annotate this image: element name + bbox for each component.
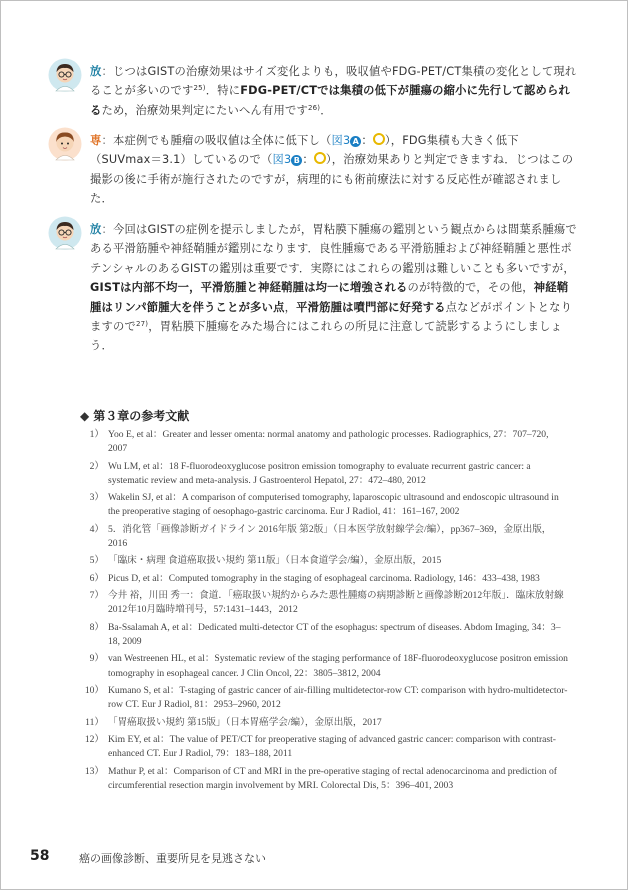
reference-number: 7） [89,590,104,602]
dialog-text: 放：じつはGISTの治療効果はサイズ変化よりも，吸収値やFDG-PET/CT集積の変化として現れることが多いのです$^{25)}$．特にFDG-PET/CTでは集積の低下が腫瘍の縮小に先行して認められるため，治療効果判定にたいへん有用です$^{26)}$． [90,65,577,117]
reference-text: 「胃癌取扱い規約 第15版」（日本胃癌学会/編），金原出版，2017 [108,716,382,728]
citation-superscript: 25) [193,84,206,93]
reference-number: 4） [89,523,104,535]
text-run: のが特徴的で，その他， [407,281,534,295]
reference-item [80,428,570,456]
reference-text: 5．消化管「画像診断ガイドライン 2016年版 第2版」（日本医学放射線学会/編），pp367–369，金原出版，2016 [108,523,552,549]
dialog-block-3 [48,220,578,356]
dialog-text: 放：今回はGISTの症例を提示しましたが，胃粘膜下腫瘍の鑑別という観点からは間葉系腫瘍である平滑筋腫や神経鞘腫が鑑別になります．良性腫瘍である平滑筋腫および神経鞘腫と悪性ポテンシャルのあるGISTの鑑別は重要です．実際にはこれらの鑑別は難しいことも多いですが，GISTは内部不均一，平滑筋腫と神経鞘腫は均一に増強されるのが特徴的で，その他，神経鞘腫はリンパ節腫大を伴うことが多い点，平滑筋腫は噴門部に好発する点などがポイントとなりますので$^{27)}$，胃粘膜下腫瘍をみた場合にはこれらの所見に注意して読影するようにしましょう． [90,223,577,353]
speaker-label: 放 [90,65,102,78]
reference-number: 13） [84,765,104,777]
reference-text: Yoo E, et al：Greater and lesser omenta: normal anatomy and pathologic processes. Radiographics, 27：707–720, 2007 [108,429,549,455]
reference-number: 9） [89,653,104,665]
reference-item [80,621,570,649]
dialog-block-1 [48,62,578,120]
speaker-label: 専 [90,134,102,147]
reference-item [80,716,570,730]
dialog-body [90,134,573,205]
figure-panel-badge: B [291,155,302,166]
text-run: 今回はGISTの症例を提示しましたが，胃粘膜下腫瘍の鑑別という観点からは間葉系腫瘍である平滑筋腫や神経鞘腫が鑑別になります．良性腫瘍である平滑筋腫および神経鞘腫と悪性ポテンシャルのあるGISTの鑑別は重要です．実際にはこれらの鑑別は難しいことも多いですが， [90,223,577,275]
radiologist-avatar-icon [48,216,82,250]
specialist-avatar-icon [48,127,82,161]
reference-text: Wakelin SJ, et al：A comparison of computerised tomography, laparoscopic ultrasound and endoscopic ultrasound in the preoperative staging of oesophago-gastric carcinoma. Eur J Radiol, 41：161–167, 2002 [108,492,559,518]
text-run: じつはGISTの治療効果はサイズ変化よりも，吸収値やFDG-PET/CT集積の変化として現れることが多いのです [90,65,577,98]
reference-text: Kumano S, et al：T-staging of gastric cancer of air-filling multidetector-row CT: comparison with hydro-multidetector-row CT. Eur J Radiol, 81：2953–2960, 2012 [108,684,568,711]
figure-panel-badge: A [350,136,361,147]
emphasis-text: 平滑筋腫は噴門部に好発する [296,300,446,314]
text-run: ． [320,103,332,117]
dialog-body [90,65,576,117]
yellow-circle-marker-icon [373,133,385,145]
radiologist-avatar-icon [48,58,82,92]
reference-number: 5） [89,555,104,567]
reference-number: 1） [89,429,104,440]
reference-number: 8） [89,621,104,633]
text-run: ： [302,153,314,167]
reference-item [80,652,570,680]
emphasis-text: GISTは内部不均一，平滑筋腫と神経鞘腫は均一に増強される [90,281,408,295]
reference-item [80,523,570,551]
text-run: ： [361,134,373,147]
reference-text: Wu LM, et al：18 F-fluorodeoxyglucose positron emission tomography to evaluate recurrent gastric cancer: a systematic review and meta-analysis. J Gastroenterol Hepatol, 27：472–480, 2012 [108,460,531,486]
dialog-body [90,223,577,352]
reference-item [80,733,570,761]
reference-item [80,589,570,617]
reference-number: 12） [84,733,104,745]
figure-reference: 図3 [272,153,292,167]
emphasis-text: FDG-PET/CTでは集積の低下が腫瘍の縮小に先行して認められる [90,84,571,117]
running-head: 癌の画像診断、重要所見を見逃さない [79,852,266,865]
reference-text: Picus D, et al：Computed tomography in the staging of esophageal carcinoma. Radiology, 146：433–438, 1983 [108,572,540,584]
references-list [80,428,570,796]
reference-text: van Westreenen HL, et al：Systematic review of the staging performance of 18F-fluorodeoxyglucose positron emission tomography in esophageal cancer. J Clin Oncol, 22：3805–3812, 2004 [108,653,568,679]
text-run: ，胃粘膜下腫瘍をみた場合にはこれらの所見に注意して読影するようにしましょう． [90,320,563,353]
text-run: 本症例でも腫瘤の吸収値は全体に低下し（ [113,134,332,147]
reference-number: 10） [84,684,104,696]
text-run: 点などがポイントとなりますので [90,300,573,334]
dialog-text: 専：本症例でも腫瘤の吸収値は全体に低下し（図3 A ： ），FDG集積も大きく低下（SUVmax＝3.1）しているので（図3 B ： ），治療効果ありと判定できますね．じつはこの撮影の後に手術が施行されたのですが，病理的にも術前療法に対する反応性が確認されました． [90,134,574,206]
page-number: 58 [30,848,50,864]
reference-number: 3） [89,492,104,504]
text-run: ため，治療効果判定にたいへん有用です [101,103,308,117]
citation-superscript: 26) [308,103,321,112]
figure-reference: 図3 [331,134,351,147]
citation-superscript: 27) [136,320,149,329]
yellow-circle-marker-icon [314,152,326,164]
references-heading: ◆ 第３章の参考文献 [80,409,190,423]
reference-text: Kim EY, et al：The value of PET/CT for preoperative staging of advanced gastric cancer: comparison with contrast-enhanced CT. Eur J Radiol, 79：183–188, 2011 [108,733,557,760]
reference-text: Mathur P, et al：Comparison of CT and MRI in the pre-operative staging of rectal adenocarcinoma and prediction of circumferential resection margin involvement by MRI. Colorectal Dis, 5：396–401, 2003 [108,765,557,791]
reference-text: Ba-Ssalamah A, et al：Dedicated multi-detector CT of the esophagus: spectrum of diseases. Abdom Imaging, 34：3–18, 2009 [108,621,561,647]
text-run: ．特に [205,84,241,98]
reference-item [80,554,570,568]
text-run: ），FDG集積も大きく低下（SUVmax＝3.1）しているので（ [90,134,519,167]
reference-text: 「臨床・病理 食道癌取扱い規約 第11版」（日本食道学会/編），金原出版，2015 [108,555,442,567]
text-run: ， [284,300,297,314]
reference-item [80,572,570,586]
emphasis-text: 神経鞘腫はリンパ節腫大を伴うことが多い点 [90,281,569,314]
reference-number: 11） [85,716,104,728]
reference-number: 6） [89,572,104,584]
reference-item [80,460,570,488]
reference-text: 今井 裕，川田 秀一：食道．「癌取扱い規約からみた悪性腫瘍の病期診断と画像診断2012年版」．臨床放射線 2012年10月臨時増刊号，57:1431–1443，2012 [108,590,564,616]
reference-item [80,491,570,519]
text-run: ），治療効果ありと判定できますね．じつはこの撮影の後に手術が施行されたのですが，病理的にも術前療法に対する反応性が確認されました． [90,153,574,206]
diamond-bullet-icon: ◆ [80,409,90,423]
reference-number: 2） [89,460,104,472]
reference-item [80,684,570,712]
speaker-label: 放 [90,223,102,236]
reference-item [80,765,570,793]
dialog-block-2 [48,131,578,209]
